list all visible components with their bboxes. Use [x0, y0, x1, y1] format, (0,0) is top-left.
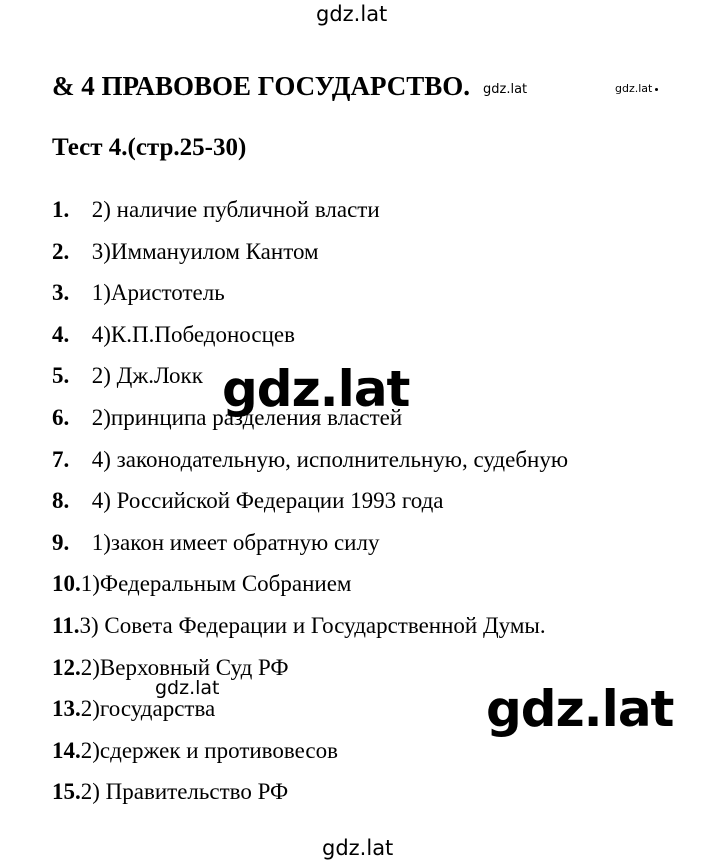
answer-text: 1)Федеральным Собранием — [80, 571, 352, 597]
answer-item — [52, 484, 568, 526]
answer-number: 3. — [52, 280, 70, 306]
answer-item — [52, 567, 568, 609]
answer-text: 3) Совета Федерации и Государственной Думы. — [79, 612, 546, 638]
answer-number: 1. — [52, 197, 70, 222]
answer-text: 3)Иммануилом Кантом — [86, 238, 319, 264]
answer-number: 9. — [52, 529, 70, 555]
watermark-right-large: gdz.lat — [486, 680, 674, 738]
answer-number: 11. — [52, 612, 80, 638]
answer-text: 2)Верховный Суд РФ — [80, 654, 289, 680]
watermark-middle-large: gdz.lat — [222, 360, 410, 418]
answer-text: 1)закон имеет обратную силу — [86, 529, 380, 555]
answer-item — [52, 609, 568, 651]
answer-number: 8. — [52, 488, 70, 514]
answer-text: 2)государства — [80, 696, 216, 722]
answer-text: 2)сдержек и противовесов — [80, 737, 338, 763]
answer-number: 2. — [52, 238, 70, 264]
answer-number: 13. — [52, 696, 81, 722]
answer-item — [52, 526, 568, 568]
watermark-heading-b: gdz.lat — [615, 82, 658, 95]
answer-text: 4) законодательную, исполнительную, судебную — [86, 446, 569, 472]
answer-text: 4)К.П.Победоносцев — [86, 321, 295, 347]
answer-number: 5. — [52, 363, 70, 389]
answer-text: 2) Дж.Локк — [86, 363, 203, 389]
test-title: Тест 4.(стр.25-30) — [52, 134, 247, 161]
answer-item — [52, 775, 568, 817]
answer-item — [52, 276, 568, 318]
watermark-bottom: gdz.lat — [322, 836, 394, 860]
answer-text: 1)Аристотель — [86, 280, 225, 306]
answer-text: 2) наличие публичной власти — [86, 197, 380, 222]
answer-number: 7. — [52, 446, 70, 472]
answer-item — [52, 443, 568, 485]
answer-item — [52, 193, 568, 235]
answer-text: 2)принципа разделения властей — [86, 404, 403, 430]
watermark-heading-a: gdz.lat — [483, 82, 528, 97]
answer-number: 4. — [52, 321, 70, 347]
answer-item — [52, 318, 568, 360]
watermark-top: gdz.lat — [316, 2, 388, 26]
watermark-middle-small: gdz.lat — [155, 677, 220, 699]
section-heading: & 4 ПРАВОВОЕ ГОСУДАРСТВО. — [52, 71, 471, 101]
answer-item — [52, 235, 568, 277]
answer-number: 10. — [52, 571, 81, 597]
answer-number: 12. — [52, 654, 81, 680]
answer-number: 14. — [52, 737, 81, 763]
answer-number: 15. — [52, 779, 81, 805]
answer-text: 2) Правительство РФ — [80, 779, 289, 805]
answer-number: 6. — [52, 404, 70, 430]
answer-text: 4) Российской Федерации 1993 года — [86, 488, 444, 514]
answer-item — [52, 734, 568, 776]
